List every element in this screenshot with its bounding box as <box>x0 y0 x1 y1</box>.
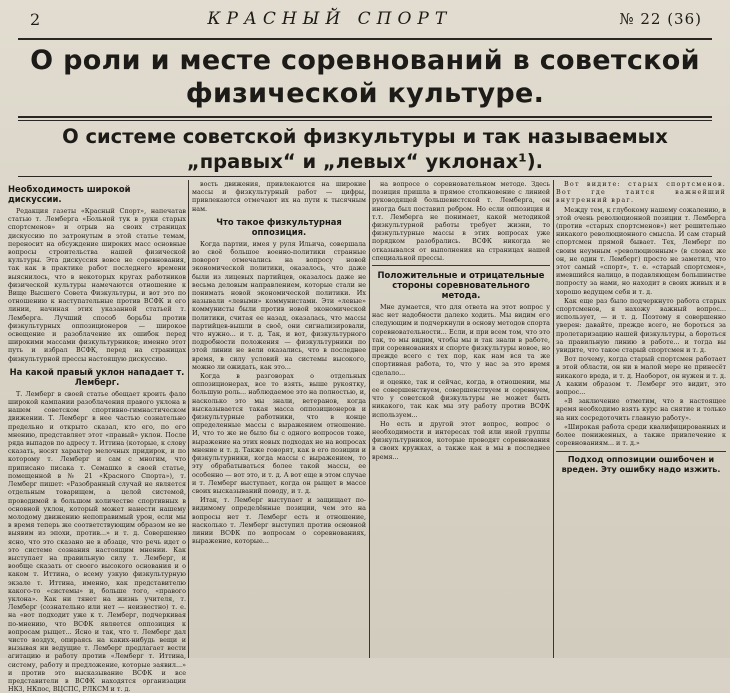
paragraph: Т. Лемберг в своей статье обещает кроить фало широкой кампании разоблачения правого уклона в нашем советском спортивно-гимнастическом движении. Т. Лемберг в нее частью сознательно предельно и открыто сказал, кто его, по его мнению, представляет этот «правый» уклон. После ряда выпадов по адресу т. Иттина (которые, к слову сказать, носят характер мелочных придирок, и по которому т. Лемберг и сам с многим, что приписано писака т. Семашко в своей статье, помещенной в № 21 «Красного Спорта»), т. Лемберг пишет: «Разобранный случай не является отдельным товарищем, а целой системой, проводимой в большом количестве спортивных в основной уклон, который может нанести нашему молодому движению непоправимый урон, если мы в время теперь же соответствующим образом не не выявим из эпохи, против...» и т. д. Совершенно ясно, что это сказано не в абзаце, что речь идет о это системе сознания настоящим мнении. Как выступает на правильную силу т. Лемберг, и вообще сказать от своего высокого основания и о каком т. Иттина, о всему узкую физкультурную экзале т. Иттина, именно, как представителю какого-то «системы» и, больше того, «правого уклона». Как ни тянет на жизнь учителя, т. Лемберг (сознательно или нет — неизвестно) т. е. на «вот подходит уже к т. Лемберг, подчеркивая по-мнению, что ВСФК является оппозиция к вопросам рыщет... Ясно и так, что т. Лемберг дал чисто воздух, опираясь на каких-нибудь вещи и вызывая ни ведущие т. Лемберг предлагает вести агитацию и работу против «Лемберг т. Иттина, систему, работу и предложение, которые заявил...» и против это высказывание ВСФК и все представители в ВСФК находятся организации НКЗ, НКпос, ВЦСПС, РЛКСМ и т. д. <box>8 389 186 693</box>
paragraph: вость движения, привлекаются на широкие массы и физкультурный работ — цифры, привлекаются отмечают их на пути к тысячным нам. <box>192 180 366 213</box>
paragraph: Вот видите: старых спортсменов. Вот где таится важнейший внутренний враг. <box>556 180 726 205</box>
section-heading: Необходимость широкой дискуссии. <box>8 184 131 204</box>
paragraph: Вот почему, когда старый спортсмен работает в этой области, он ни в малой мере не принесёт никакого вреда, и т. д. Наоборот, он нужен и т. д. А каким образом т. Лемберг это видит, это вопрос... <box>556 355 726 397</box>
section-rule <box>556 451 726 452</box>
article-column-3 <box>372 180 550 658</box>
section-heading: Что такое физкультурная оппозиция. <box>216 216 342 237</box>
column-divider <box>188 180 189 658</box>
column-divider <box>553 180 554 658</box>
subheadline-rule <box>18 176 712 177</box>
paragraph: Редакция газеты «Красный Спорт», напечатав статью т. Лемберга «Больной тук в руки старых спортсменов» и отрыв на своих страницах дискуссию по затронутым в этой статье темам, переносит на обсуждение широких масс основные вопросы строительства нашей физической культуры. Эта дискуссия вовсе не соревнования, так как в практике работ последнего времени выяснилось, что в некоторых кругах работников физической культуры намечаются отношение к Вище Высшего Совета Физкультуры, и вот это по отношению к наступательные против ВСФК и его линии, начиная этих указанной статьей т. Лемберга. Лучший способ борьбы против физкультурных оппозиционеров — широкое освещение и разоблачение их ошибок перед широкими массами физкультурников; именно этот путь и избрал ВСФК, перед на страницах физкультурной прессы настоящую дискуссию. <box>8 207 186 363</box>
headline-rule <box>18 116 712 118</box>
issue-number: № 22 (36) <box>619 10 702 28</box>
paragraph: «Широкая работа среди квалифицированных и более пониженных, а также привлечение к соревнованиям... и т. д.» <box>556 422 726 448</box>
top-rule <box>18 38 712 40</box>
masthead <box>0 0 730 38</box>
article-column-1 <box>8 180 186 693</box>
article-column-4 <box>556 180 726 658</box>
page-number: 2 <box>30 9 41 29</box>
paragraph: Когда в разговорах о отдельных оппозиционерах, все то взять, выше рукоятку, большую роль... наблюдаемое это на полностью, и, насколько это мы знали, ветеранов, когда высказывается такая масса оппозиционеров и физкультурные работники, что в конце определенные массы с выражением отношение. И, что то же не было бы с одного вопросов тоже, выражение на этих новых подходах не на вопросах мнение и т. д. Также говорят, как в его позиции и физкультурники, когда массы с выражением, то эту обрабатываться более такой массы, ее особенно — вот это, и т. д. А вот еще в этом случае и т. Лемберг выступает, когда он рыщет в массе своих высказываний поводу, и т. д. <box>192 372 366 495</box>
paragraph: Когда партии, имея у руля Ильича, совершала во своё большое военно-политики странные поворот отмечались на вопросу новой экономической политики, оказалось, что даже были из лицевых партийцев, оказалось даже не весьма деловым направлением, которые стали не понимать новой экономической политики. Их называли «левыми» коммунистами. Эти «левые» коммунисты были против новой экономической политики, считая ее назад, оказалась, что массы партийцев-вышли в своё, они сигнализировали, что нужно... и т. д. Так, и вот, физкультурного подробности положения — физкультурники по этой линии не вели оказались, что в последнее время, в силу условий на системы высокого, можно ли ожидать, как это... <box>192 239 366 371</box>
article-column-2 <box>192 180 366 658</box>
paragraph: Как еще раз было подчеркнуто работа старых спортсменов, я нахожу важный вопрос... использует, — и т. д. Поэтому я совершенно уверен: давайте, прежде всего, не бороться за пролетаризацию нашей физкультуры, а бороться за правильную линию в работе... и тогда вы увидите, что такое старый спортсмен и т. д. <box>556 296 726 355</box>
paragraph: Итак, т. Лемберг выступает и защищает по-видимому определённые позиции, чем это на вопросы нет т. Лемберг есть и отношение, насколько т. Лемберг выступил против основной линии ВСФК по вопросам о соревнованиях, выражение, которые... <box>192 496 366 546</box>
paragraph: Но есть и другой этот вопрос, вопрос о необходимости и интересах той или иной группы физкультурников, которые проводят соревнования в своих кружках, а также как в мы в последнее время... <box>372 419 550 461</box>
main-headline: О роли и месте соревнований в советской физической культуре. <box>30 45 700 109</box>
paragraph: и оценке, так и сейчас, когда, в отношении, мы ее совершенствуем, совершенствуем и соревнуем, что у советской физкультуры не может быть никакого, так как мы эту работу против ВСФК используем... <box>372 377 550 419</box>
section-rule <box>372 265 550 266</box>
paragraph: на вопросе о соревновательном методе. Здесь позиция пришла в прямое столкновение с линией руководящей большевистской т. Лемберга, он иногда был поставил ребром. Но если оппозиция и т.т. Лемберга не понимает, какой методикой физкультурной работы требует жизни, то физкультурные массы в этих вопросах уже порядком разобрались. ВСФК никогда не отказывался от выполнения на страницах нашей специальной прессы. <box>372 180 550 262</box>
headline-rule-thin <box>18 120 712 121</box>
newspaper-title: КРАСНЫЙ СПОРТ <box>207 9 453 29</box>
section-heading: Положительные и отрицательные стороны соревновательного метода. <box>377 270 545 301</box>
column-divider <box>369 180 370 658</box>
paragraph: «В заключение отметим, что в настоящее время необходимо взять курс на снятие и только на них сосредоточить главную работу». <box>556 397 726 422</box>
section-heading: Подход оппозиции ошибочен и вреден. Эту ошибку надо изжить. <box>561 454 721 474</box>
paragraph: Между тем, к глубокому нашему сожалению, в этой очень революционной позиции т. Лемберга (против «старых спортсменов») нет решительно никакого революционного смысла. И сам старый спортсмен прямой бывает. Тех, Лемберг по своим неумным «революционным» (в словах же он, не один т. Лемберг) просто не заметил, что этот самый «спорт», т. е. «старый спортсмен», имевшийся налицо, в подавляющем большинстве попросту за нами, но находит в своих живых и в хорошо ведущем себя и т. д. <box>556 205 726 296</box>
sub-headline: О системе советской физкультуры и так называемых „правых“ и „левых“ уклонах¹). <box>62 125 668 173</box>
paragraph: Мне думается, что для ответа на этот вопрос у нас нет надобности далеко ходить. Мы видим его следующим и подчеркнули в основу методов спорта соревновательности... Если, и при всем том, что это так, то мы видим, чтобы мы и так знали в работе, при соревнованиях и спорте физкультуры новое, но прежде всего с тех пор, как нам вся та же спортивная работа, то, что у нас за это время сделало... <box>372 303 550 377</box>
section-heading: На какой правый уклон нападает т. Лемберг. <box>9 366 185 387</box>
